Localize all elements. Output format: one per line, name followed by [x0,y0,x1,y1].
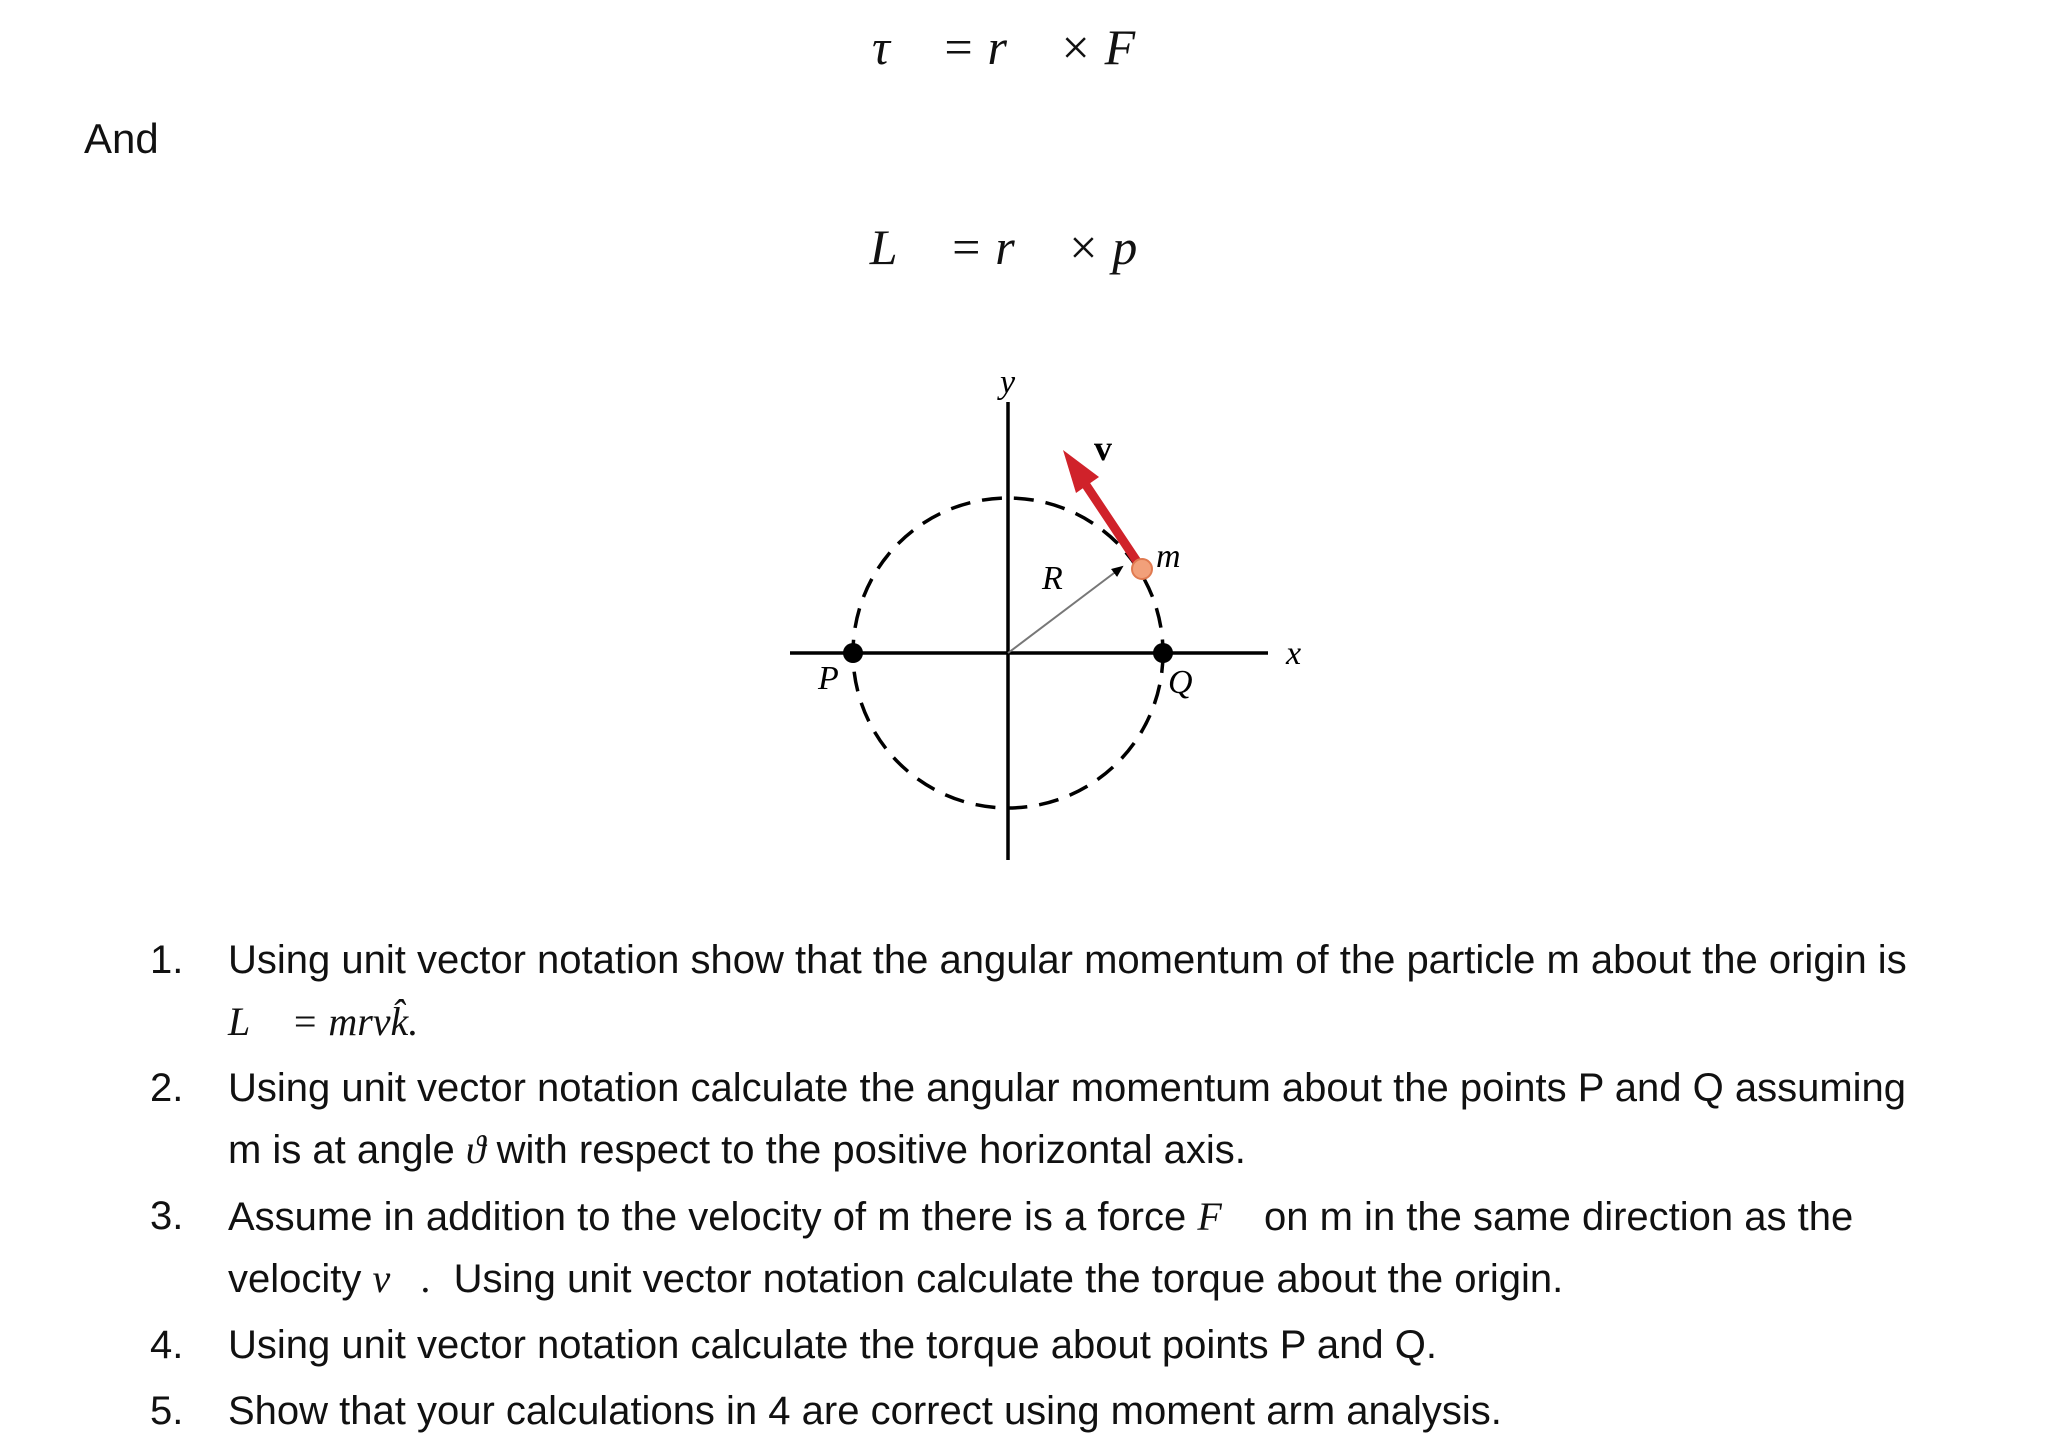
question-item [150,1058,1910,1181]
point-q-label: Q [1168,664,1193,701]
mass-label: m [1156,538,1181,575]
question-text: Using unit vector notation calculate the angular momentum about the points P and Q assuming m is at angle [228,1066,1907,1172]
radius-label: R [1042,560,1063,597]
y-axis-label: y [1000,364,1016,401]
question-text: Using unit vector notation calculate the torque about points P and Q. [228,1323,1437,1367]
question-text-continued: on m in the same direction as the velocity [228,1195,1854,1301]
question-number: 4. [150,1323,184,1367]
velocity-arrow-shaft [1086,485,1142,569]
question-item [150,1186,1910,1310]
question-math-velocity: v⃗. [372,1256,432,1301]
torque-equation: τ⃗ = r⃗ × F⃗ [871,19,1175,75]
point-q [1153,643,1173,663]
question-list [150,930,1910,1447]
point-p-label: P [818,660,839,697]
question-item [150,930,1910,1053]
question-item [150,1315,1910,1376]
circular-motion-diagram [760,355,1320,875]
question-text: Using unit vector notation show that the angular momentum of the particle m about the origin is [228,938,1907,982]
point-p [843,643,863,663]
question-text: Assume in addition to the velocity of m there is a force [228,1195,1198,1239]
particle-m [1132,559,1152,579]
angular-momentum-equation: L⃗ = r⃗ × p⃗ [869,219,1177,275]
question-item [150,1381,1910,1442]
x-axis-label: x [1286,635,1302,672]
question-math: F⃗ [1197,1194,1253,1239]
question-text-continued: with respect to the positive horizontal axis. [485,1128,1246,1172]
question-text: Show that your calculations in 4 are correct using moment arm analysis. [228,1389,1502,1433]
question-number: 1. [150,938,184,982]
velocity-label: v⃗ [1094,428,1141,468]
question-math: L⃗ = mrvk̂. [228,999,419,1044]
question-number: 3. [150,1194,184,1238]
question-number: 2. [150,1066,184,1110]
question-text-end: Using unit vector notation calculate the torque about the origin. [431,1257,1564,1301]
question-number: 5. [150,1389,184,1433]
question-math: ϑ [465,1127,486,1172]
radius-vector [1008,567,1122,653]
and-label: And [84,115,159,162]
